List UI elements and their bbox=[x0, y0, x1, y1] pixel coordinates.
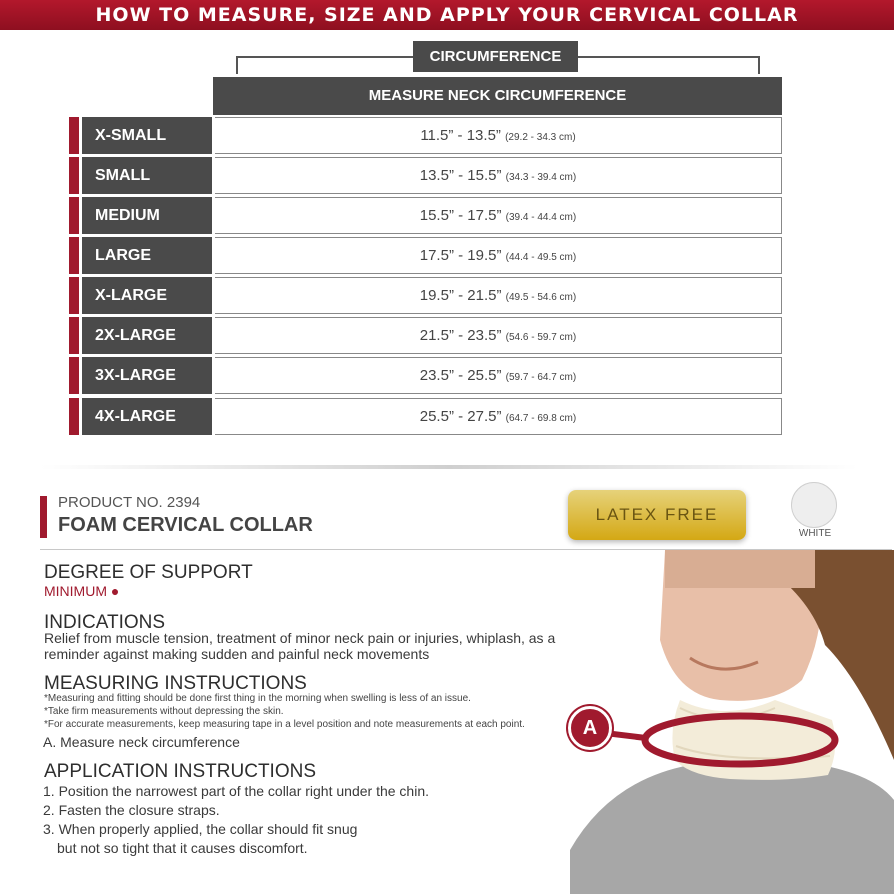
size-measurement bbox=[215, 197, 782, 234]
cm-range: (34.3 - 39.4 cm) bbox=[505, 172, 577, 183]
cm-range: (29.2 - 34.3 cm) bbox=[505, 132, 576, 143]
measuring-note: *Take firm measurements without depressing the skin. bbox=[44, 706, 284, 717]
measuring-step: A. Measure neck circumference bbox=[43, 734, 240, 750]
size-label: 2X-LARGE bbox=[82, 317, 212, 354]
row-accent bbox=[69, 157, 79, 194]
application-step: but not so tight that it causes discomfort. bbox=[57, 840, 308, 856]
size-measurement bbox=[215, 398, 782, 435]
row-accent bbox=[69, 117, 79, 154]
color-swatch-label: WHITE bbox=[798, 528, 832, 539]
inch-range: 13.5” - 15.5” bbox=[419, 167, 502, 184]
size-measurement bbox=[215, 357, 782, 394]
measure-header: MEASURE NECK CIRCUMFERENCE bbox=[213, 77, 782, 115]
size-measurement bbox=[215, 157, 782, 194]
cm-range: (49.5 - 54.6 cm) bbox=[505, 292, 577, 303]
size-measurement bbox=[215, 117, 782, 154]
size-measurement bbox=[215, 237, 782, 274]
application-step: 2. Fasten the closure straps. bbox=[43, 802, 220, 818]
size-label: LARGE bbox=[82, 237, 212, 274]
row-accent bbox=[69, 197, 79, 234]
size-row bbox=[69, 277, 782, 314]
inch-range: 25.5” - 27.5” bbox=[419, 408, 502, 425]
size-label: 4X-LARGE bbox=[82, 398, 212, 435]
support-level: MINIMUM ● bbox=[44, 583, 120, 599]
size-label: 3X-LARGE bbox=[82, 357, 212, 394]
size-label: X-SMALL bbox=[82, 117, 212, 154]
size-label: X-LARGE bbox=[82, 277, 212, 314]
indications-text: Relief from muscle tension, treatment of minor neck pain or injuries, whiplash, as a reminder against making sudden and painful neck movements bbox=[44, 630, 556, 662]
latex-free-badge: LATEX FREE bbox=[568, 490, 746, 540]
model-wearing-collar-photo bbox=[570, 550, 894, 894]
measuring-note: *Measuring and fitting should be done first thing in the morning when swelling is less of an issue. bbox=[44, 693, 471, 704]
inch-range: 21.5” - 23.5” bbox=[419, 327, 502, 344]
application-title: APPLICATION INSTRUCTIONS bbox=[44, 761, 317, 782]
size-row bbox=[69, 237, 782, 274]
size-row bbox=[69, 117, 782, 154]
product-name: FOAM CERVICAL COLLAR bbox=[58, 514, 313, 536]
product-accent-bar bbox=[40, 496, 47, 538]
measure-point-marker: A bbox=[568, 706, 612, 750]
inch-range: 11.5” - 13.5” bbox=[420, 127, 501, 144]
color-swatch-white bbox=[791, 482, 837, 528]
size-row bbox=[69, 197, 782, 234]
measuring-title: MEASURING INSTRUCTIONS bbox=[44, 673, 307, 694]
row-accent bbox=[69, 398, 79, 435]
size-row bbox=[69, 157, 782, 194]
cm-range: (59.7 - 64.7 cm) bbox=[505, 372, 577, 383]
product-number: PRODUCT NO. 2394 bbox=[58, 494, 201, 511]
page-banner: HOW TO MEASURE, SIZE AND APPLY YOUR CERVICAL COLLAR bbox=[0, 0, 894, 30]
size-label: SMALL bbox=[82, 157, 212, 194]
application-step: 1. Position the narrowest part of the collar right under the chin. bbox=[43, 783, 429, 799]
support-title: DEGREE OF SUPPORT bbox=[44, 562, 253, 583]
section-divider bbox=[40, 465, 858, 469]
size-row bbox=[69, 317, 782, 354]
cm-range: (64.7 - 69.8 cm) bbox=[505, 413, 577, 424]
inch-range: 19.5” - 21.5” bbox=[419, 287, 502, 304]
application-step: 3. When properly applied, the collar should fit snug bbox=[43, 821, 358, 837]
size-row bbox=[69, 357, 782, 394]
cm-range: (39.4 - 44.4 cm) bbox=[505, 212, 577, 223]
size-measurement bbox=[215, 317, 782, 354]
row-accent bbox=[69, 277, 79, 314]
size-label: MEDIUM bbox=[82, 197, 212, 234]
inch-range: 17.5” - 19.5” bbox=[419, 247, 502, 264]
indications-title: INDICATIONS bbox=[44, 612, 166, 633]
cm-range: (44.4 - 49.5 cm) bbox=[505, 252, 577, 263]
circumference-label: CIRCUMFERENCE bbox=[413, 41, 578, 72]
row-accent bbox=[69, 237, 79, 274]
inch-range: 23.5” - 25.5” bbox=[419, 367, 502, 384]
row-accent bbox=[69, 357, 79, 394]
size-measurement bbox=[215, 277, 782, 314]
size-row bbox=[69, 398, 782, 435]
cm-range: (54.6 - 59.7 cm) bbox=[505, 332, 577, 343]
row-accent bbox=[69, 317, 79, 354]
inch-range: 15.5” - 17.5” bbox=[419, 207, 502, 224]
measuring-note: *For accurate measurements, keep measuring tape in a level position and note measurements at each point. bbox=[44, 719, 525, 730]
